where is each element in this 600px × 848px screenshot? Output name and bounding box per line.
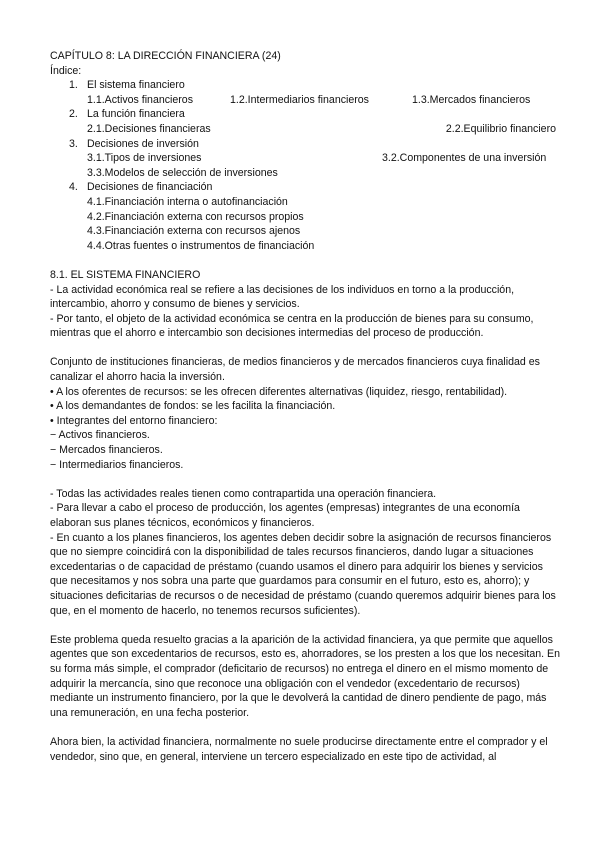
toc-subitems-row (50, 224, 560, 239)
toc-subitems-row (50, 210, 560, 225)
toc-subitems-row (50, 93, 560, 108)
paragraph: - Por tanto, el objeto de la actividad económica se centra en la producción de bienes para su consumo, mientras que el ahorro e intercambio son decisiones intermedias del proceso de producción. (50, 312, 534, 340)
table-of-contents (50, 78, 560, 253)
toc-subitem: 4.3.Financiación externa con recursos ajenos (87, 225, 301, 238)
toc-item-title: El sistema financiero (87, 79, 185, 92)
spacer (50, 618, 560, 633)
bullet-item: • A los oferentes de recursos: se les ofrecen diferentes alternativas (liquidez, riesgo, rentabilidad). (50, 385, 508, 398)
dash-item: − Activos financieros. (50, 429, 150, 442)
paragraph: - La actividad económica real se refiere a las decisiones de los individuos en torno a la producción, intercambio, ahorro y consumo de bienes y servicios. (50, 283, 515, 311)
toc-item-number: 4. (69, 181, 78, 194)
toc-subitem: 3.3.Modelos de selección de inversiones (87, 166, 278, 179)
toc-item-title: Decisiones de financiación (87, 181, 213, 194)
toc-subitem: 4.1.Financiación interna o autofinanciación (87, 195, 288, 208)
toc-subitems-row (50, 195, 560, 210)
toc-item-1 (50, 78, 560, 93)
paragraph: - Para llevar a cabo el proceso de producción, los agentes (empresas) integrantes de una economía elaboran sus planes técnicos, económicos y financieros. (50, 502, 520, 529)
document-body (50, 49, 560, 764)
toc-subitem: 3.1.Tipos de inversiones (87, 152, 202, 165)
toc-item-title: La función financiera (87, 108, 185, 121)
bullet-item: • Integrantes del entorno financiero: (50, 414, 218, 427)
dash-item: − Mercados financieros. (50, 444, 163, 457)
chapter-title: CAPÍTULO 8: LA DIRECCIÓN FINANCIERA (24) (50, 50, 281, 62)
toc-item-3 (50, 137, 560, 152)
toc-item-2 (50, 107, 560, 122)
toc-subitem: 1.3.Mercados financieros (412, 93, 531, 106)
paragraph: Este problema queda resuelto gracias a la aparición de la actividad financiera, ya que permite que aquellos agentes que son excedentarios de recursos, esto es, ahorradores, se los presten a los que los necesitan. En su forma más simple, el comprador (deficitario de recursos) no entrega el dinero en el mismo momento de adquirir la mercancía, sino que reconoce una obligación con el vendedor (excedentario de recursos) mediante un instrumento financiero, por la que le devolverá la cantidad de dinero pendiente de pago, más una remuneración, en una fecha posterior. (50, 633, 560, 719)
index-label: Índice: (50, 64, 82, 77)
dash-item: − Intermediarios financieros. (50, 458, 184, 471)
spacer (50, 720, 560, 735)
paragraph: - Todas las actividades reales tienen como contrapartida una operación financiera. (50, 487, 437, 500)
toc-subitems-row (50, 122, 560, 137)
toc-subitem: 3.2.Componentes de una inversión (382, 152, 547, 165)
section-title: 8.1. EL SISTEMA FINANCIERO (50, 268, 201, 281)
toc-subitem: 4.2.Financiación externa con recursos propios (87, 210, 304, 223)
toc-item-title: Decisiones de inversión (87, 137, 199, 150)
spacer (50, 253, 560, 268)
toc-subitems-row (50, 239, 560, 254)
toc-subitem: 1.1.Activos financieros (87, 93, 193, 106)
toc-item-4 (50, 180, 560, 195)
toc-subitem: 2.2.Equilibrio financiero (445, 122, 556, 135)
paragraph: Conjunto de instituciones financieras, de medios financieros y de mercados financieros cuya finalidad es canalizar el ahorro hacia la inversión. (50, 356, 540, 384)
toc-subitems-row (50, 166, 560, 181)
bullet-item: • A los demandantes de fondos: se les facilita la financiación. (50, 400, 336, 413)
toc-subitems-row (50, 151, 560, 166)
toc-item-number: 1. (69, 79, 78, 92)
toc-item-number: 2. (69, 108, 78, 121)
toc-subitem: 4.4.Otras fuentes o instrumentos de financiación (87, 239, 315, 252)
paragraph: Ahora bien, la actividad financiera, normalmente no suele producirse directamente entre el comprador y el vendedor, sino que, en general, interviene un tercero especializado en este tipo de actividad, al (50, 735, 548, 763)
spacer (50, 341, 560, 356)
paragraph: - En cuanto a los planes financieros, los agentes deben decidir sobre la asignación de recursos financieros que no siempre coincidirá con la disponibilidad de tales recursos financieros, dando lugar a situaciones excedentarias o de capacidad de préstamo (cuando usamos el dinero para adquirir los bienes y servicios que necesitamos y nos sobra una parte que guardamos para consumir en el futuro, esto es, ahorro); y situaciones deficitarias de recursos o de necesidad de préstamo (cuando queremos adquirir bienes para los que, en el momento de hacerlo, no tenemos recursos suficientes). (50, 531, 556, 617)
toc-item-number: 3. (69, 137, 78, 150)
spacer (50, 472, 560, 487)
toc-subitem: 1.2.Intermediarios financieros (230, 93, 369, 106)
toc-subitem: 2.1.Decisiones financieras (87, 122, 211, 135)
